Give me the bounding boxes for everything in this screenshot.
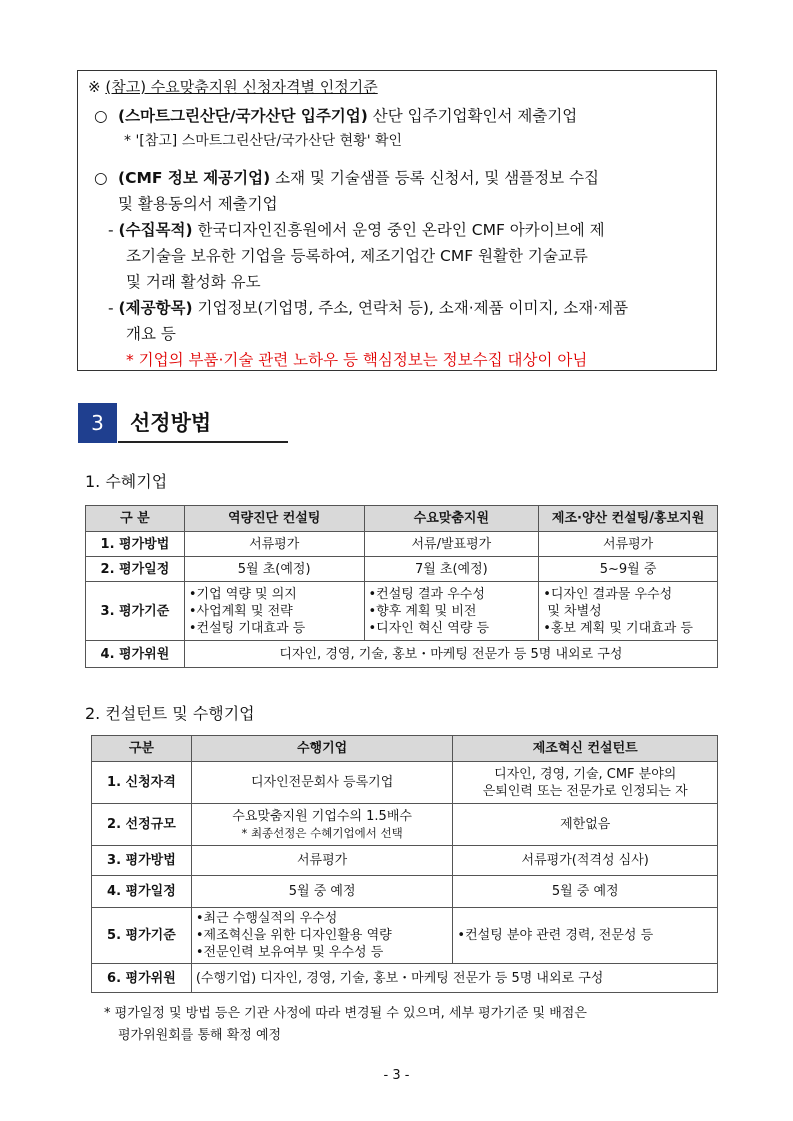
table-header: 제조혁신 컨설턴트 bbox=[453, 736, 718, 762]
reference-title bbox=[88, 77, 706, 97]
criteria-line: 및 차별성 bbox=[543, 603, 602, 619]
row-label: 2. 선정규모 bbox=[92, 804, 192, 846]
circle-bullet-icon: ○ bbox=[94, 107, 108, 125]
criteria-item-1 bbox=[88, 103, 706, 129]
criteria-item-2-cont: 및 활용동의서 제출기업 bbox=[118, 195, 278, 213]
criteria-line: •기업 역량 및 의지 bbox=[188, 586, 297, 602]
table-row bbox=[92, 908, 718, 964]
collection-purpose-label: (수집목적) bbox=[118, 221, 193, 239]
table-header: 제조·양산 컨설팅/홍보지원 bbox=[539, 506, 718, 532]
footnote-line-1: * 평가일정 및 방법 등은 기관 사정에 따라 변경될 수 있으며, 세부 평가기준 및 배점은 bbox=[104, 1006, 587, 1021]
circle-bullet-icon: ○ bbox=[94, 169, 108, 187]
beneficiary-table bbox=[85, 505, 718, 668]
collection-purpose-cont1: 조기술을 보유한 기업을 등록하여, 제조기업간 CMF 원활한 기술교류 bbox=[126, 247, 588, 265]
row-label: 1. 신청자격 bbox=[92, 762, 192, 804]
table-cell: 5~9월 중 bbox=[539, 557, 718, 582]
criteria-item-2 bbox=[88, 165, 706, 191]
warning-note: * 기업의 부품·기술 관련 노하우 등 핵심정보는 정보수집 대상이 아님 bbox=[126, 351, 588, 369]
table-cell bbox=[184, 582, 364, 641]
criteria-line: •전문인력 보유여부 및 우수성 등 bbox=[195, 945, 384, 960]
cell-line: 은퇴인력 또는 전문가로 인정되는 자 bbox=[482, 783, 688, 799]
criteria-line: •컨설팅 결과 우수성 bbox=[368, 586, 485, 602]
table-cell: 서류평가 bbox=[191, 846, 453, 876]
cell-line: 수요맞춤지원 기업수의 1.5배수 bbox=[232, 808, 412, 824]
table-cell: 5월 초(예정) bbox=[184, 557, 364, 582]
table-cell: 서류/발표평가 bbox=[364, 532, 539, 557]
table-cell bbox=[539, 582, 718, 641]
cell-line: 디자인, 경영, 기술, CMF 분야의 bbox=[494, 766, 677, 782]
provided-items-label: (제공항목) bbox=[118, 299, 193, 317]
table-cell bbox=[191, 908, 453, 964]
table2-heading: 2. 컨설턴트 및 수행기업 bbox=[85, 704, 255, 723]
criteria-line: •컨설팅 기대효과 등 bbox=[188, 620, 306, 636]
table-cell bbox=[191, 804, 453, 846]
table-header: 구 분 bbox=[86, 506, 185, 532]
row-label: 6. 평가위원 bbox=[92, 964, 192, 993]
section-underline bbox=[118, 441, 288, 443]
table-cell: 5월 중 예정 bbox=[453, 876, 718, 908]
criteria-item-1-text: 산단 입주기업확인서 제출기업 bbox=[367, 107, 578, 125]
criteria-item-2-label: (CMF 정보 제공기업) bbox=[118, 169, 271, 187]
table-cell: 서류평가 bbox=[539, 532, 718, 557]
table-header: 수요맞춤지원 bbox=[364, 506, 539, 532]
reference-box bbox=[77, 70, 717, 371]
table-row bbox=[92, 876, 718, 908]
collection-purpose-cont2: 및 거래 활성화 유도 bbox=[126, 273, 261, 291]
table-cell: •컨설팅 분야 관련 경력, 전문성 등 bbox=[453, 908, 718, 964]
criteria-line: •제조혁신을 위한 디자인활용 역량 bbox=[195, 928, 392, 943]
criteria-item-1-label: (스마트그린산단/국가산단 입주기업) bbox=[118, 107, 368, 125]
row-label: 2. 평가일정 bbox=[86, 557, 185, 582]
criteria-line: •향후 계획 및 비전 bbox=[368, 603, 477, 619]
criteria-line: •최근 수행실적의 우수성 bbox=[195, 911, 338, 926]
criteria-line: •디자인 혁신 역량 등 bbox=[368, 620, 490, 636]
table-cell: 서류평가(적격성 심사) bbox=[453, 846, 718, 876]
criteria-item-2-text: 소재 및 기술샘플 등록 신청서, 및 샘플정보 수집 bbox=[270, 169, 600, 187]
table-cell: 서류평가 bbox=[184, 532, 364, 557]
table-row bbox=[86, 641, 718, 668]
criteria-line: •사업계획 및 전략 bbox=[188, 603, 293, 619]
table-cell: 7월 초(예정) bbox=[364, 557, 539, 582]
provided-items-text: 기업정보(기업명, 주소, 연락처 등), 소재·제품 이미지, 소재·제품 bbox=[192, 299, 629, 317]
row-label: 5. 평가기준 bbox=[92, 908, 192, 964]
table-row bbox=[86, 532, 718, 557]
criteria-line: •디자인 결과물 우수성 bbox=[543, 586, 673, 602]
table-cell: 디자인전문회사 등록기업 bbox=[191, 762, 453, 804]
reference-mark: ※ bbox=[88, 78, 101, 96]
table1-heading: 1. 수혜기업 bbox=[85, 472, 168, 491]
table-cell: (수행기업) 디자인, 경영, 기술, 홍보・마케팅 전문가 등 5명 내외로 구성 bbox=[191, 964, 717, 993]
table-cell: 5월 중 예정 bbox=[191, 876, 453, 908]
section-number: 3 bbox=[78, 403, 117, 443]
table-row bbox=[92, 762, 718, 804]
footnote bbox=[104, 1003, 718, 1047]
provided-items: - (제공항목) 기업정보(기업명, 주소, 연락처 등), 소재·제품 이미지, 소재·제품 bbox=[108, 299, 629, 317]
provided-items-cont: 개요 등 bbox=[126, 325, 176, 343]
footnote-line-2: 평가위원회를 통해 확정 예정 bbox=[118, 1028, 282, 1043]
row-label: 3. 평가방법 bbox=[92, 846, 192, 876]
collection-purpose: - (수집목적) 한국디자인진흥원에서 운영 중인 온라인 CMF 아카이브에 제 bbox=[108, 221, 605, 239]
table-header: 구분 bbox=[92, 736, 192, 762]
table-header-row bbox=[86, 506, 718, 532]
table-cell bbox=[453, 762, 718, 804]
criteria-line: •홍보 계획 및 기대효과 등 bbox=[543, 620, 693, 636]
page-number: - 3 - bbox=[383, 1068, 410, 1083]
collection-purpose-text: 한국디자인진흥원에서 운영 중인 온라인 CMF 아카이브에 제 bbox=[192, 221, 605, 239]
table-header: 수행기업 bbox=[191, 736, 453, 762]
reference-title-text: (참고) 수요맞춤지원 신청자격별 인정기준 bbox=[105, 78, 378, 96]
row-label: 4. 평가일정 bbox=[92, 876, 192, 908]
row-label: 3. 평가기준 bbox=[86, 582, 185, 641]
cell-note: * 최종선정은 수혜기업에서 선택 bbox=[241, 825, 403, 840]
table-row bbox=[92, 846, 718, 876]
table-row bbox=[86, 557, 718, 582]
consultant-table bbox=[91, 735, 718, 993]
row-label: 1. 평가방법 bbox=[86, 532, 185, 557]
table-cell: 제한없음 bbox=[453, 804, 718, 846]
table-row bbox=[86, 582, 718, 641]
table-cell: 디자인, 경영, 기술, 홍보・마케팅 전문가 등 5명 내외로 구성 bbox=[184, 641, 717, 668]
section-title: 선정방법 bbox=[130, 411, 212, 435]
table-row bbox=[92, 804, 718, 846]
table-cell bbox=[364, 582, 539, 641]
table-header-row bbox=[92, 736, 718, 762]
criteria-item-1-note: * '[참고] 스마트그린산단/국가산단 현황' 확인 bbox=[124, 133, 403, 149]
table-row bbox=[92, 964, 718, 993]
table-header: 역량진단 컨설팅 bbox=[184, 506, 364, 532]
row-label: 4. 평가위원 bbox=[86, 641, 185, 668]
